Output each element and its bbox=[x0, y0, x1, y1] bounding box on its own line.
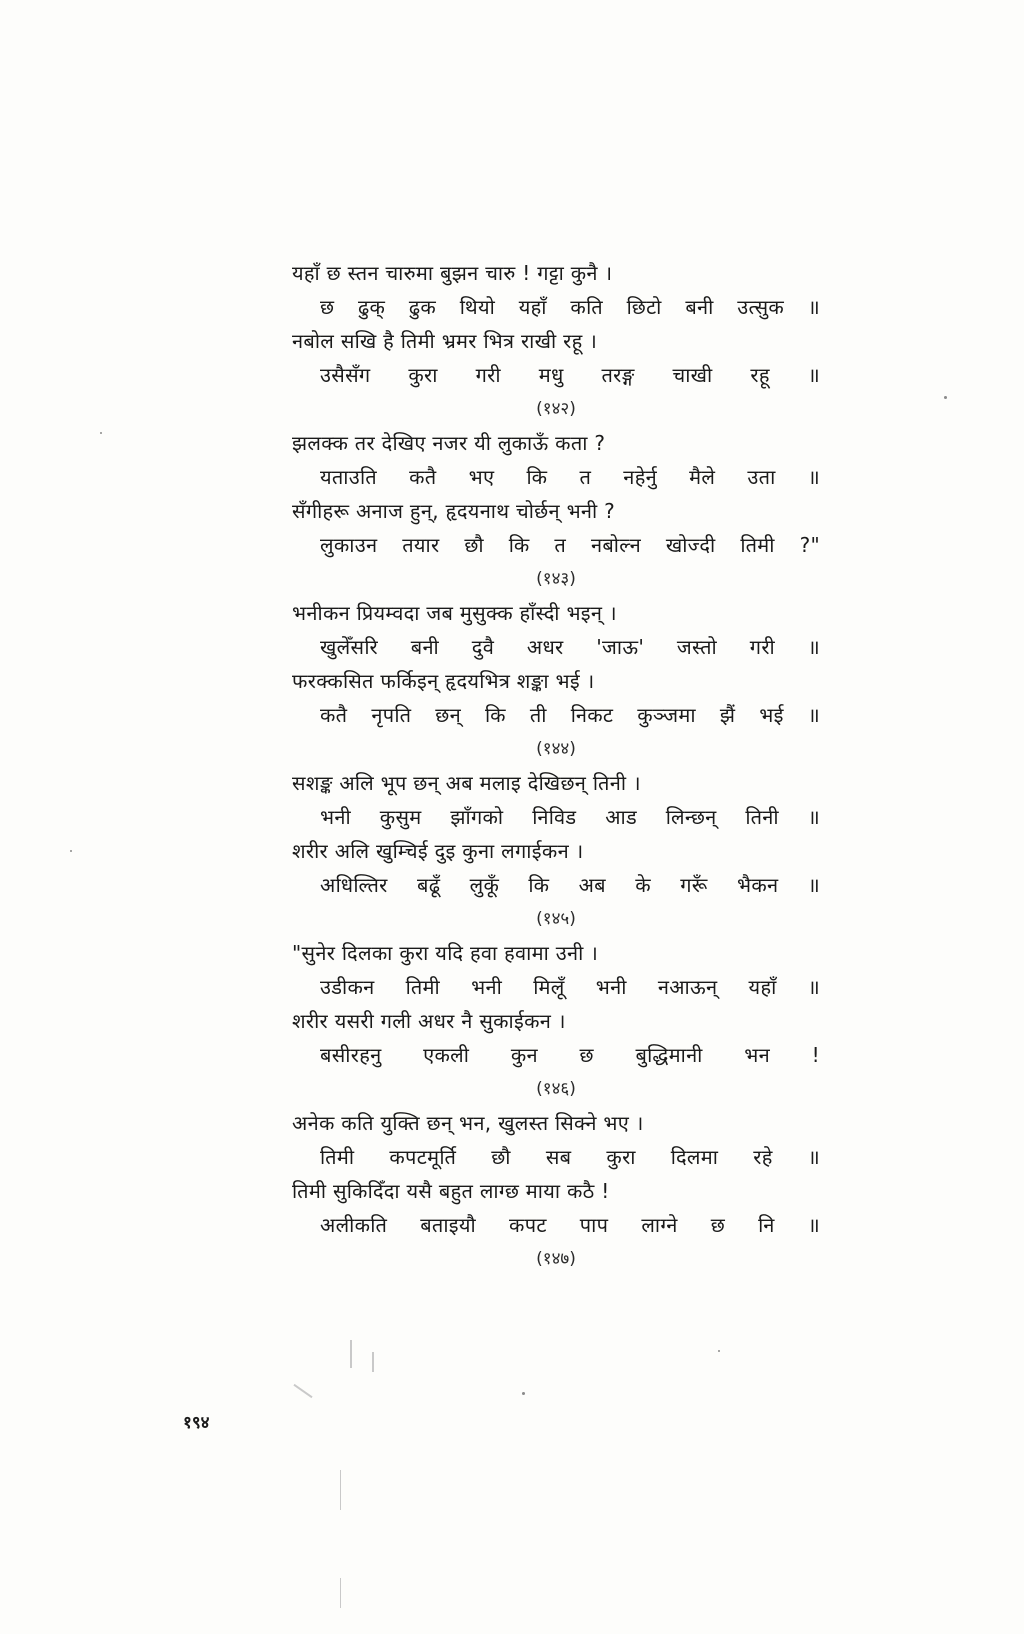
page-number: १९४ bbox=[183, 1413, 210, 1433]
verse-line: उडीकन तिमी भनी मिलूँ भनी नआऊन् यहाँ ॥ bbox=[320, 975, 820, 999]
verse-line: तिमी कपटमूर्ति छौ सब कुरा दिलमा रहे ॥ bbox=[320, 1145, 820, 1169]
verse-line: शरीर यसरी गली अधर नै सुकाईकन । bbox=[292, 1009, 566, 1033]
stanza bbox=[292, 766, 832, 936]
verse-number: (१४६) bbox=[536, 1079, 576, 1099]
poem-body bbox=[292, 256, 832, 1276]
verse-line: यहाँ छ स्तन चारुमा बुझन चारु ! गट्टा कुनै । bbox=[292, 261, 613, 285]
verse-line: नबोल सखि है तिमी भ्रमर भित्र राखी रहू । bbox=[292, 329, 598, 353]
verse-line: खुलेँसरि बनी दुवै अधर 'जाऊ' जस्तो गरी ॥ bbox=[320, 635, 820, 659]
verse-line: उसैसँग कुरा गरी मधु तरङ्ग चाखी रहू ॥ bbox=[320, 363, 820, 387]
verse-line: अधिल्तिर बढूँ लुकूँ कि अब के गरूँ भैकन ॥ bbox=[320, 873, 820, 897]
verse-line: तिमी सुकिदिँदा यसै बहुत लाग्छ माया कठै ! bbox=[292, 1179, 610, 1203]
stanza bbox=[292, 1106, 832, 1276]
verse-number: (१४७) bbox=[536, 1249, 576, 1269]
verse-number: (१४३) bbox=[536, 569, 576, 589]
scan-speck bbox=[100, 432, 102, 434]
scan-speck bbox=[522, 1392, 525, 1395]
scan-scratch bbox=[372, 1352, 374, 1372]
scan-scratch bbox=[350, 1340, 352, 1368]
stanza bbox=[292, 256, 832, 426]
verse-line: अलीकति बताइयौ कपट पाप लाग्ने छ नि ॥ bbox=[320, 1213, 820, 1237]
verse-line: लुकाउन तयार छौ कि त नबोल्न खोज्दी तिमी ?" bbox=[320, 533, 820, 557]
verse-line: सँगीहरू अनाज हुन्, हृदयनाथ चोर्छन् भनी ? bbox=[292, 499, 616, 523]
stanza bbox=[292, 596, 832, 766]
verse-line: यताउति कतै भए कि त नहेर्नु मैले उता ॥ bbox=[320, 465, 820, 489]
verse-number: (१४५) bbox=[536, 909, 576, 929]
verse-line: सशङ्क अलि भूप छन् अब मलाइ देखिछन् तिनी । bbox=[292, 771, 641, 795]
verse-line: फरक्कसित फर्किइन् हृदयभित्र शङ्का भई । bbox=[292, 669, 595, 693]
verse-line: कतै नृपति छन् कि ती निकट कुञ्जमा झैं भई ॥ bbox=[320, 703, 820, 727]
stanza bbox=[292, 426, 832, 596]
scan-speck bbox=[70, 850, 72, 852]
verse-line: बसीरहनु एकली कुन छ बुद्धिमानी भन ! bbox=[320, 1043, 820, 1067]
scan-speck bbox=[944, 396, 947, 399]
scan-scratch bbox=[293, 1384, 312, 1398]
verse-line: "सुनेर दिलका कुरा यदि हवा हवामा उनी । bbox=[292, 941, 599, 965]
verse-line: झलक्क तर देखिए नजर यी लुकाऊँ कता ? bbox=[292, 431, 606, 455]
scan-scratch bbox=[340, 1578, 341, 1608]
verse-line: अनेक कति युक्ति छन् भन, खुलस्त सिक्ने भए । bbox=[292, 1111, 644, 1135]
verse-line: भनी कुसुम झाँगको निविड आड लिन्छन् तिनी ॥ bbox=[320, 805, 820, 829]
stanza bbox=[292, 936, 832, 1106]
verse-line: छ ढुक् ढुक थियो यहाँ कति छिटो बनी उत्सुक ॥ bbox=[320, 295, 820, 319]
verse-line: भनीकन प्रियम्वदा जब मुसुक्क हाँस्दी भइन् । bbox=[292, 601, 617, 625]
verse-line: शरीर अलि खुम्चिई दुइ कुना लगाईकन । bbox=[292, 839, 584, 863]
verse-number: (१४२) bbox=[536, 399, 576, 419]
scan-scratch bbox=[340, 1470, 341, 1510]
verse-number: (१४४) bbox=[536, 739, 576, 759]
scan-speck bbox=[718, 1350, 720, 1352]
